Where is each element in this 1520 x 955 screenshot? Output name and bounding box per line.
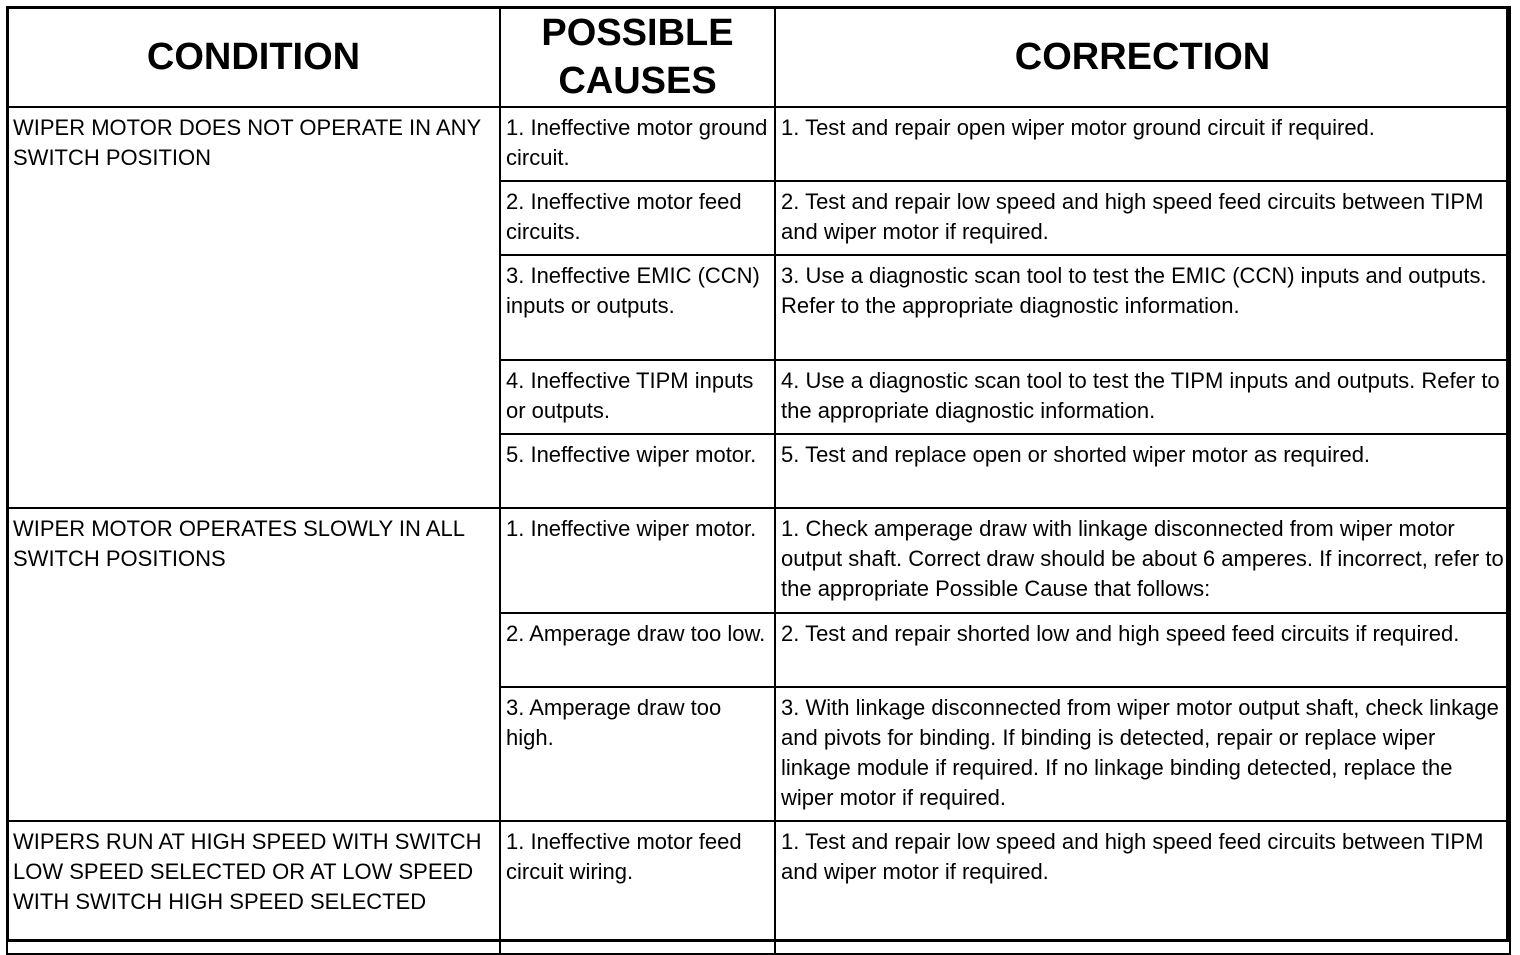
- cause-cell: 5. Ineffective wiper motor.: [500, 434, 775, 508]
- correction-cell: 4. Use a diagnostic scan tool to test the TIPM inputs and outputs. Refer to the appropriate diagnostic information.: [775, 360, 1510, 434]
- correction-cell: 5. Test and replace open or shorted wiper motor as required.: [775, 434, 1510, 508]
- cause-cell: 2. Ineffective motor feed circuits.: [500, 181, 775, 255]
- correction-cell: 1. Check amperage draw with linkage disconnected from wiper motor output shaft. Correct draw should be about 6 amperes. If incorrect, refer to the appropriate Possible Cause that follows:: [775, 508, 1510, 613]
- table-outer-border: [6, 6, 1509, 942]
- header-correction: CORRECTION: [775, 7, 1510, 107]
- correction-cell: 3. Use a diagnostic scan tool to test the EMIC (CCN) inputs and outputs. Refer to the appropriate diagnostic information.: [775, 255, 1510, 360]
- cause-cell: 1. Ineffective motor ground circuit.: [500, 107, 775, 181]
- condition-cell: WIPERS RUN AT HIGH SPEED WITH SWITCH LOW SPEED SELECTED OR AT LOW SPEED WITH SWITCH HIGH SPEED SELECTED: [7, 821, 500, 954]
- cause-cell: 4. Ineffective TIPM inputs or outputs.: [500, 360, 775, 434]
- correction-cell: 2. Test and repair shorted low and high speed feed circuits if required.: [775, 613, 1510, 687]
- cause-cell: 1. Ineffective motor feed circuit wiring.: [500, 821, 775, 954]
- cause-cell: 3. Amperage draw too high.: [500, 687, 775, 821]
- cause-cell: 3. Ineffective EMIC (CCN) inputs or outputs.: [500, 255, 775, 360]
- correction-cell: 1. Test and repair open wiper motor ground circuit if required.: [775, 107, 1510, 181]
- header-causes-line1: POSSIBLE: [541, 12, 734, 54]
- condition-cell: WIPER MOTOR OPERATES SLOWLY IN ALL SWITCH POSITIONS: [7, 508, 500, 821]
- correction-cell: 2. Test and repair low speed and high speed feed circuits between TIPM and wiper motor if required.: [775, 181, 1510, 255]
- correction-cell: 3. With linkage disconnected from wiper motor output shaft, check linkage and pivots for binding. If binding is detected, repair or replace wiper linkage module if required. If no linkage binding detected, replace the wiper motor if required.: [775, 687, 1510, 821]
- header-condition: CONDITION: [7, 7, 500, 107]
- cause-cell: 2. Amperage draw too low.: [500, 613, 775, 687]
- cause-cell: 1. Ineffective wiper motor.: [500, 508, 775, 613]
- header-causes-line2: CAUSES: [558, 60, 717, 102]
- condition-cell: WIPER MOTOR DOES NOT OPERATE IN ANY SWITCH POSITION: [7, 107, 500, 508]
- correction-cell: 1. Test and repair low speed and high speed feed circuits between TIPM and wiper motor if required.: [775, 821, 1510, 954]
